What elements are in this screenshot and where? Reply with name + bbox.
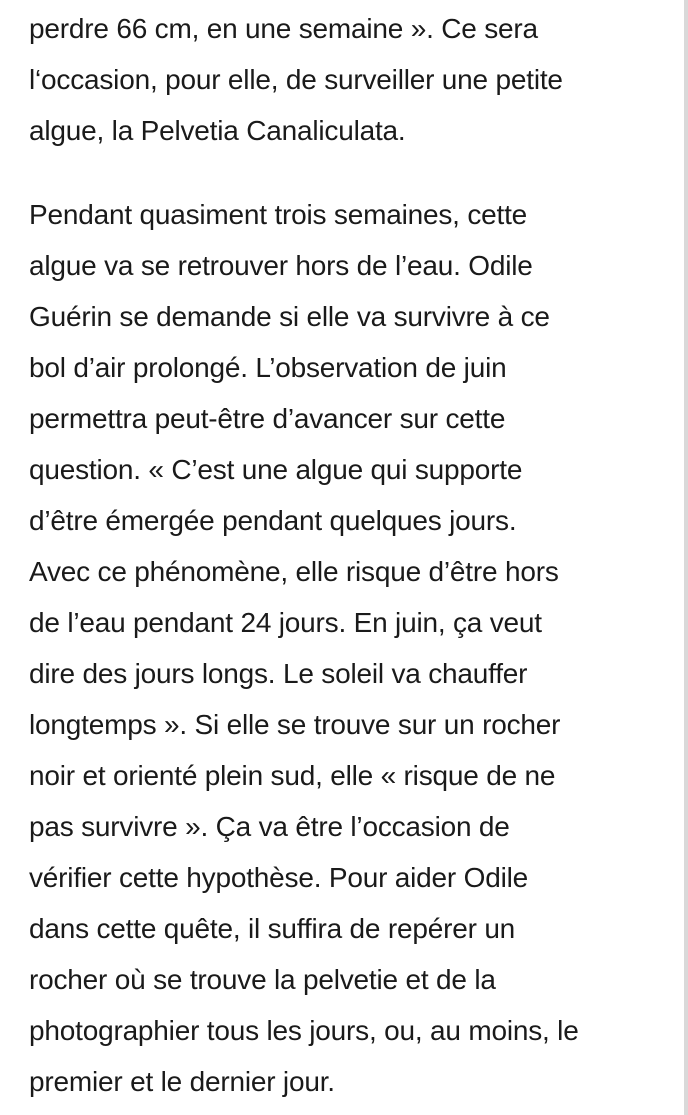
paragraph-spacer (29, 156, 679, 189)
paragraph-line: premier et le dernier jour. (29, 1066, 335, 1097)
paragraph-line: dire des jours longs. Le soleil va chauffer (29, 658, 528, 689)
paragraph-line: d’être émergée pendant quelques jours. (29, 505, 517, 536)
paragraph-line: question. « C’est une algue qui supporte (29, 454, 523, 485)
paragraph-line: Guérin se demande si elle va survivre à ce (29, 301, 550, 332)
paragraph-line: permettra peut-être d’avancer sur cette (29, 403, 506, 434)
paragraph-line: algue, la Pelvetia Canaliculata. (29, 115, 406, 146)
paragraph-line: Avec ce phénomène, elle risque d’être hors (29, 556, 559, 587)
article-paragraph-2 (29, 189, 679, 1107)
paragraph-line: bol d’air prolongé. L’observation de juin (29, 352, 507, 383)
paragraph-line: vérifier cette hypothèse. Pour aider Odile (29, 862, 528, 893)
article-body (29, 3, 679, 1107)
paragraph-line: longtemps ». Si elle se trouve sur un rocher (29, 709, 561, 740)
paragraph-line: l‘occasion, pour elle, de surveiller une petite (29, 64, 563, 95)
article-paragraph-1 (29, 3, 679, 156)
paragraph-line: algue va se retrouver hors de l’eau. Odile (29, 250, 533, 281)
paragraph-line: perdre 66 cm, en une semaine ». Ce sera (29, 13, 538, 44)
paragraph-line: pas survivre ». Ça va être l’occasion de (29, 811, 510, 842)
paragraph-line: photographier tous les jours, ou, au moins, le (29, 1015, 579, 1046)
paragraph-line: dans cette quête, il suffira de repérer un (29, 913, 516, 944)
paragraph-line: de l’eau pendant 24 jours. En juin, ça veut (29, 607, 542, 638)
paragraph-line: Pendant quasiment trois semaines, cette (29, 199, 528, 230)
paragraph-line: noir et orienté plein sud, elle « risque de ne (29, 760, 556, 791)
scrollbar-track[interactable] (684, 0, 688, 1115)
paragraph-line: rocher où se trouve la pelvetie et de la (29, 964, 496, 995)
